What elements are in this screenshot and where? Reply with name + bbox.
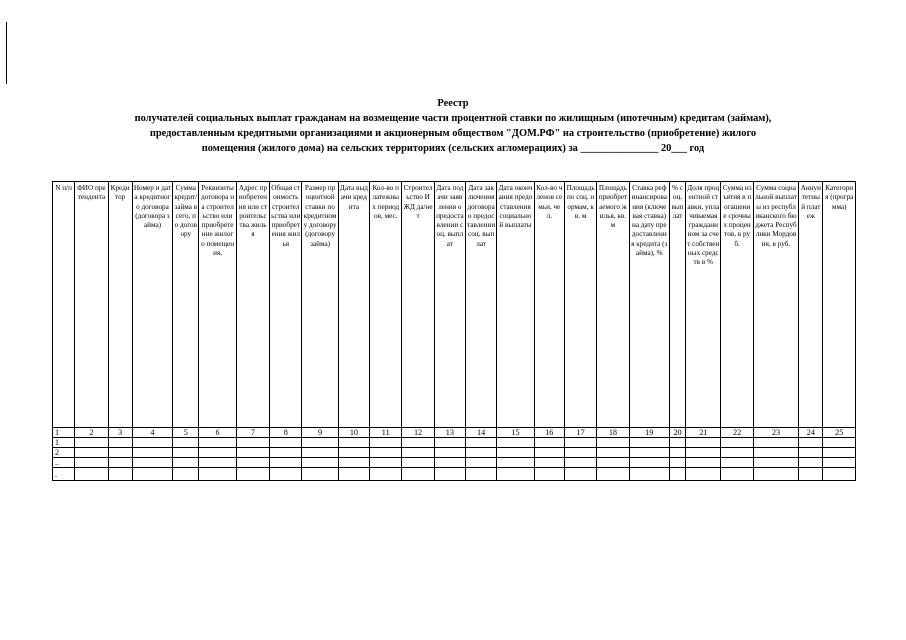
table-cell — [823, 438, 856, 448]
table-cell — [108, 458, 132, 468]
table-cell — [721, 448, 753, 458]
table-cell — [753, 448, 798, 458]
table-cell — [199, 448, 236, 458]
table-cell — [669, 448, 685, 458]
table-cell — [721, 438, 753, 448]
document-subtitle-line-1: получателей социальных выплат гражданам на возмещение части процентной ставки по жилищным (ипотечным) кредитам (займам), — [134, 113, 772, 124]
column-number: 16 — [534, 428, 564, 438]
document-heading — [30, 96, 876, 156]
table-cell — [669, 458, 685, 468]
table-cell — [302, 468, 338, 481]
column-number: 20 — [669, 428, 685, 438]
column-number: 5 — [173, 428, 199, 438]
column-number: 15 — [497, 428, 534, 438]
table-cell — [338, 458, 369, 468]
table-cell — [199, 458, 236, 468]
table-row — [53, 438, 856, 448]
table-cell — [629, 448, 669, 458]
table-cell — [597, 458, 629, 468]
table-cell — [823, 468, 856, 481]
table-cell — [302, 438, 338, 448]
table-cell — [466, 458, 497, 468]
table-cell — [597, 448, 629, 458]
column-header-application-date: Дата подачи заявления о предоставлении соц. выплат — [434, 182, 465, 428]
table-cell — [466, 448, 497, 458]
column-number: 4 — [132, 428, 172, 438]
table-cell — [799, 468, 823, 481]
table-cell — [434, 458, 465, 468]
column-header-own-share: Доля процентной ставки, уплачиваемая гражданином за счет собственных средств в % — [686, 182, 721, 428]
column-header-property-address: Адрес приобретения или строительства жилья — [236, 182, 269, 428]
table-cell — [108, 438, 132, 448]
table-cell — [270, 438, 302, 448]
table-cell — [669, 468, 685, 481]
table-cell — [597, 438, 629, 448]
row-label: . — [53, 468, 75, 481]
document-title: Реестр — [437, 98, 469, 109]
column-header-applicant-name: ФИО претендента — [75, 182, 108, 428]
table-cell — [270, 458, 302, 468]
column-number: 8 — [270, 428, 302, 438]
table-cell — [132, 458, 172, 468]
table-cell — [402, 458, 434, 468]
table-cell — [823, 448, 856, 458]
table-cell — [132, 438, 172, 448]
table-cell — [497, 468, 534, 481]
column-number: 2 — [75, 428, 108, 438]
column-number: 11 — [370, 428, 402, 438]
table-cell — [799, 448, 823, 458]
table-cell — [236, 438, 269, 448]
column-number: 13 — [434, 428, 465, 438]
document-subtitle-line-2: предоставленным кредитными организациями и акционерным обществом "ДОМ.РФ" на строительство (приобретение) жилого — [149, 128, 757, 139]
row-label: .. — [53, 458, 75, 468]
table-cell — [466, 468, 497, 481]
table-cell — [75, 458, 108, 468]
table-cell — [564, 438, 596, 448]
table-cell — [799, 438, 823, 448]
table-cell — [497, 458, 534, 468]
table-cell — [370, 448, 402, 458]
table-cell — [497, 438, 534, 448]
column-header-withdrawal-sum: Сумма изъятия в погашение срочных процентов, в руб. — [721, 182, 753, 428]
column-number: 3 — [108, 428, 132, 438]
table-cell — [370, 458, 402, 468]
column-header-house-construction: Строительство ИЖД да/нет — [402, 182, 434, 428]
table-cell — [75, 438, 108, 448]
column-number: 14 — [466, 428, 497, 438]
column-header-refinancing-rate: Ставка рефинансирования (ключевая ставка) на дату предоставления кредита (займа), % — [629, 182, 669, 428]
table-cell — [370, 438, 402, 448]
table-cell — [338, 438, 369, 448]
column-number: 18 — [597, 428, 629, 438]
table-cell — [338, 468, 369, 481]
table-cell — [466, 438, 497, 448]
registry-table — [52, 181, 856, 481]
column-header-contract-date: Дата заключения договора о предоставлении соц. выплат — [466, 182, 497, 428]
column-header-interest-rate: Размер процентной ставки по кредитному договору (договору займа) — [302, 182, 338, 428]
column-header-issue-date: Дата выдачи кредита — [338, 182, 369, 428]
column-number: 7 — [236, 428, 269, 438]
table-cell — [236, 448, 269, 458]
column-header-loan-agreement: Номер и дата кредитного договора (договора займа) — [132, 182, 172, 428]
table-cell — [497, 448, 534, 458]
table-cell — [534, 438, 564, 448]
page-edge-line — [6, 22, 7, 84]
column-number: 9 — [302, 428, 338, 438]
table-cell — [199, 438, 236, 448]
table-cell — [132, 468, 172, 481]
table-cell — [753, 468, 798, 481]
column-number: 25 — [823, 428, 856, 438]
column-header-payment-periods: Кол-во платежных периодов, мес. — [370, 182, 402, 428]
table-cell — [721, 458, 753, 468]
table-row — [53, 448, 856, 458]
table-cell — [753, 458, 798, 468]
table-cell — [108, 448, 132, 458]
table-cell — [629, 438, 669, 448]
column-number: 23 — [753, 428, 798, 438]
table-cell — [629, 458, 669, 468]
table-cell — [173, 468, 199, 481]
column-header-social-payment-sum: Сумма социальной выплаты из республиканского бюджета Республики Мордовия, в руб. — [753, 182, 798, 428]
table-cell — [823, 458, 856, 468]
document-subtitle-line-3: помещения (жилого дома) на сельских территориях (сельских агломерациях) за _______________ 20___ год — [201, 143, 705, 154]
column-number: 19 — [629, 428, 669, 438]
table-cell — [686, 458, 721, 468]
table-cell — [108, 468, 132, 481]
table-cell — [75, 448, 108, 458]
table-cell — [629, 468, 669, 481]
table-cell — [434, 448, 465, 458]
table-cell — [597, 468, 629, 481]
column-number: 21 — [686, 428, 721, 438]
column-header-loan-amount: Сумма кредит/займа всего, по договору — [173, 182, 199, 428]
table-cell — [534, 448, 564, 458]
table-cell — [302, 458, 338, 468]
column-number: 22 — [721, 428, 753, 438]
table-cell — [370, 468, 402, 481]
table-cell — [686, 438, 721, 448]
table-cell — [686, 468, 721, 481]
column-header-annuity-payment: Аннуитетный платеж — [799, 182, 823, 428]
table-cell — [199, 468, 236, 481]
table-cell — [564, 458, 596, 468]
table-cell — [75, 468, 108, 481]
table-cell — [236, 458, 269, 468]
table-cell — [753, 438, 798, 448]
column-header-end-date: Дата окончания предоставления социальной выплаты — [497, 182, 534, 428]
table-cell — [270, 448, 302, 458]
table-cell — [402, 438, 434, 448]
table-cell — [302, 448, 338, 458]
row-label: 1 — [53, 438, 75, 448]
table-row — [53, 458, 856, 468]
table-cell — [402, 448, 434, 458]
table-cell — [534, 458, 564, 468]
table-cell — [236, 468, 269, 481]
table-cell — [564, 468, 596, 481]
column-number: 1 — [53, 428, 75, 438]
table-cell — [173, 458, 199, 468]
table-cell — [721, 468, 753, 481]
table-cell — [799, 458, 823, 468]
column-header-acquired-area: Площадь приобретаемого жилья, кв. м — [597, 182, 629, 428]
table-cell — [669, 438, 685, 448]
table-row — [53, 468, 856, 481]
column-number: 17 — [564, 428, 596, 438]
column-header-payment-percent: % соц. выплат — [669, 182, 685, 428]
column-number: 6 — [199, 428, 236, 438]
column-header-creditor: Кредитор — [108, 182, 132, 428]
table-cell — [434, 438, 465, 448]
column-header-norm-area: Площадь по соц. нормам, кв. м — [564, 182, 596, 428]
column-header-total-cost: Общая стоимость строительства или приобретения жилья — [270, 182, 302, 428]
table-cell — [173, 448, 199, 458]
table-cell — [686, 448, 721, 458]
column-header-category: Категория (программа) — [823, 182, 856, 428]
table-cell — [173, 438, 199, 448]
column-number-row — [53, 428, 856, 438]
table-cell — [338, 448, 369, 458]
column-number: 10 — [338, 428, 369, 438]
column-number: 12 — [402, 428, 434, 438]
column-header-purchase-agreement: Реквизиты договора на строительство или приобретение жилого помещения, — [199, 182, 236, 428]
table-cell — [132, 448, 172, 458]
column-header-row-number: N п/п — [53, 182, 75, 428]
row-label: 2 — [53, 448, 75, 458]
column-number: 24 — [799, 428, 823, 438]
table-cell — [402, 468, 434, 481]
table-cell — [270, 468, 302, 481]
table-cell — [564, 448, 596, 458]
table-cell — [434, 468, 465, 481]
column-header-family-size: Кол-во членов семьи, чел. — [534, 182, 564, 428]
table-cell — [534, 468, 564, 481]
